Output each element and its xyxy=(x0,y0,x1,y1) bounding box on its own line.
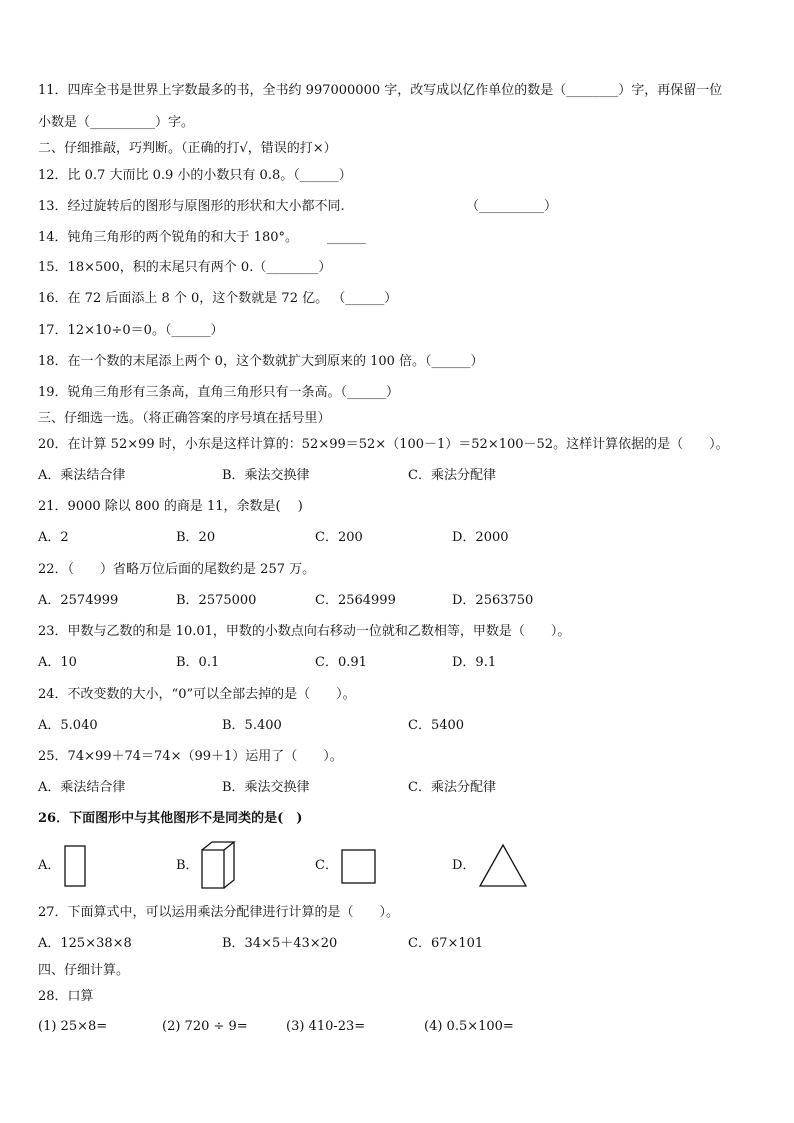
question-27: 27．下面算式中，可以运用乘法分配律进行计算的是（ ）。 xyxy=(38,905,400,920)
question-15: 15．18×500，积的末尾只有两个 0.（________） xyxy=(38,260,332,275)
question-28-title: 28．口算 xyxy=(38,989,94,1004)
question-26: 26．下面图形中与其他图形不是同类的是( ) xyxy=(38,811,303,826)
oral-calc-item-3: (3) 410-23= xyxy=(286,1019,366,1034)
oral-calc-item-2: (2) 720 ÷ 9= xyxy=(162,1019,248,1034)
question-20-option-c: C．乘法分配律 xyxy=(408,468,496,483)
question-16: 16．在 72 后面添上 8 个 0，这个数就是 72 亿。 （______） xyxy=(38,291,398,306)
section-3-heading: 三、仔细选一选。（将正确答案的序号填在括号里） xyxy=(38,411,331,426)
question-11-line1: 11．四库全书是世界上字数最多的书，全书约 997000000 字，改写成以亿作单位的数是（________）字，再保留一位 xyxy=(38,83,723,98)
question-20: 20．在计算 52×99 时，小东是这样计算的：52×99＝52×（100－1）＝52×100－52。这样计算依据的是（ ）。 xyxy=(38,437,729,452)
triangle-icon xyxy=(478,844,528,888)
question-27-option-b: B．34×5＋43×20 xyxy=(222,936,338,951)
question-22-option-b: B．2575000 xyxy=(176,593,257,608)
question-17: 17．12×10÷0＝0。（______） xyxy=(38,323,224,338)
question-22-option-a: A．2574999 xyxy=(38,593,119,608)
question-22-option-d: D．2563750 xyxy=(452,593,534,608)
question-11-line2: 小数是（__________）字。 xyxy=(38,115,195,130)
oral-calc-item-4: (4) 0.5×100= xyxy=(424,1019,514,1034)
question-24-option-a: A．5.040 xyxy=(38,718,98,733)
question-25-option-a: A．乘法结合律 xyxy=(38,780,126,795)
rectangle-icon xyxy=(64,845,86,887)
oral-calc-item-1: (1) 25×8= xyxy=(38,1019,108,1034)
question-27-option-a: A．125×38×8 xyxy=(38,936,132,951)
question-23-option-b: B．0.1 xyxy=(176,655,220,670)
section-2-heading: 二、仔细推敲，巧判断。（正确的打√，错误的打×） xyxy=(38,141,337,156)
question-21: 21．9000 除以 800 的商是 11，余数是( ) xyxy=(38,499,303,514)
question-25-option-b: B．乘法交换律 xyxy=(222,780,310,795)
question-24: 24．不改变数的大小，“0”可以全部去掉的是（ ）。 xyxy=(38,687,356,702)
question-23-option-c: C．0.91 xyxy=(315,655,367,670)
question-26-option-a-label: A． xyxy=(38,858,61,873)
question-25-option-c: C．乘法分配律 xyxy=(408,780,496,795)
question-21-option-a: A．2 xyxy=(38,530,69,545)
question-18: 18．在一个数的末尾添上两个 0，这个数就扩大到原来的 100 倍。（______） xyxy=(38,354,484,369)
question-22-option-c: C．2564999 xyxy=(315,593,396,608)
question-23-option-d: D．9.1 xyxy=(452,655,497,670)
question-23-option-a: A．10 xyxy=(38,655,77,670)
question-26-option-b-label: B． xyxy=(176,858,199,873)
question-26-option-d-label: D． xyxy=(452,858,476,873)
question-20-option-a: A．乘法结合律 xyxy=(38,468,126,483)
question-21-option-d: D．2000 xyxy=(452,530,509,545)
question-20-option-b: B．乘法交换律 xyxy=(222,468,310,483)
question-13-blank: （__________） xyxy=(466,199,558,214)
question-27-option-c: C．67×101 xyxy=(408,936,484,951)
question-23: 23．甲数与乙数的和是 10.01，甲数的小数点向右移动一位就和乙数相等，甲数是（ ）。 xyxy=(38,624,571,639)
section-4-heading: 四、仔细计算。 xyxy=(38,963,130,978)
square-icon xyxy=(341,849,377,885)
question-14: 14．钝角三角形的两个锐角的和大于 180°。 xyxy=(38,230,298,245)
question-24-option-b: B．5.400 xyxy=(222,718,282,733)
question-13: 13．经过旋转后的图形与原图形的形状和大小都不同. xyxy=(38,199,345,214)
question-22: 22．（ ）省略万位后面的尾数约是 257 万。 xyxy=(38,562,316,577)
question-19: 19．锐角三角形有三条高，直角三角形只有一条高。（______） xyxy=(38,385,400,400)
question-14-blank: ______ xyxy=(327,230,366,245)
question-25: 25．74×99＋74＝74×（99＋1）运用了（ ）。 xyxy=(38,749,343,764)
question-21-option-b: B．20 xyxy=(176,530,216,545)
question-12: 12．比 0.7 大而比 0.9 小的小数只有 0.8。（______） xyxy=(38,168,352,183)
question-21-option-c: C．200 xyxy=(315,530,363,545)
question-24-option-c: C．5400 xyxy=(408,718,465,733)
cuboid-icon xyxy=(200,840,236,890)
question-26-option-c-label: C． xyxy=(315,858,338,873)
